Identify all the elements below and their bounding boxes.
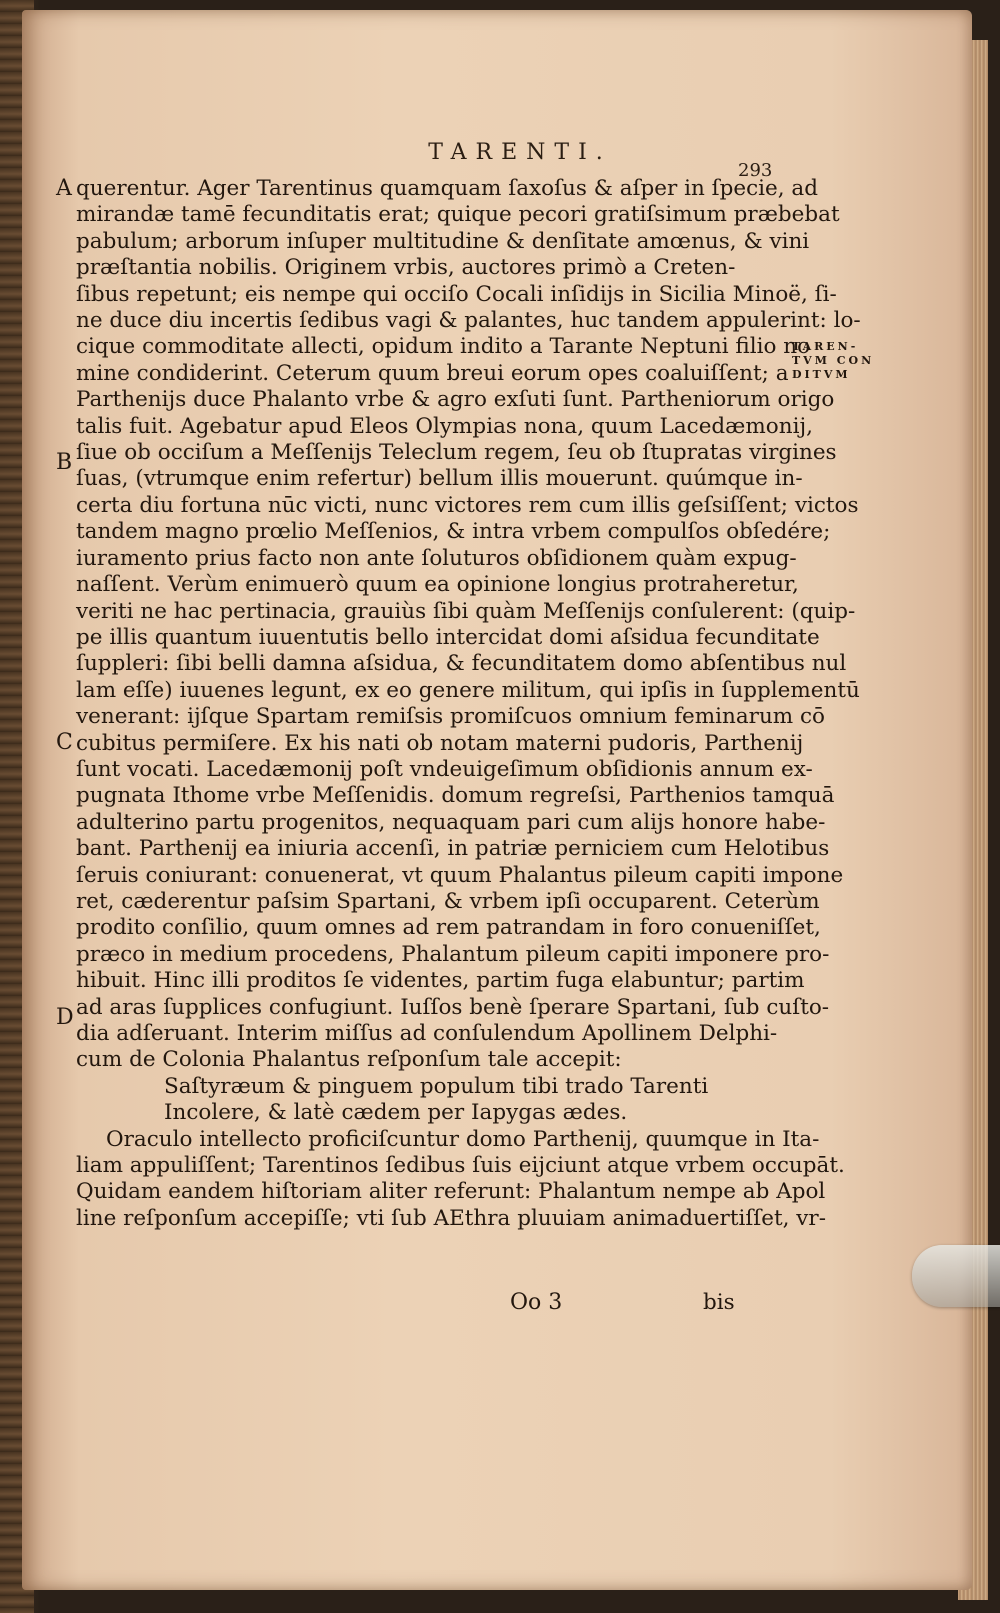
text-line: prodito conſilio, quum omnes ad rem patrandam in foro conueniſſet, bbox=[76, 915, 821, 941]
text-line: dia adſeruant. Interim miſſus ad conſulendum Apollinem Delphi- bbox=[76, 1021, 778, 1046]
section-marker-d: D bbox=[56, 1005, 74, 1030]
text-line: tandem magno prœlio Meſſenios, & intra vrbem compulſos obſedére; bbox=[76, 519, 831, 545]
text-line: præco in medium procedens, Phalantum pileum capiti imponere pro- bbox=[76, 941, 830, 967]
text-line: ſuppleri: ſibi belli damna aſsidua, & fecunditatem domo abſentibus nul bbox=[76, 651, 847, 677]
text-line: ſunt vocati. Lacedæmonij poſt vndeuigeſimum obſidionis annum ex- bbox=[76, 756, 813, 782]
text-line: præſtantia nobilis. Originem vrbis, auctores primò a Creten- bbox=[76, 255, 736, 281]
text-line: line reſponſum accepiſſe; vti ſub AEthra pluuiam animaduertiſſet, vr- bbox=[76, 1205, 826, 1231]
running-head: TARENTI. bbox=[428, 140, 612, 165]
text-line: hibuit. Hinc illi proditos ſe videntes, partim fuga elabuntur; partim bbox=[76, 968, 805, 994]
text-line: ret, cæderentur paſsim Spartani, & vrbem ipſi occuparent. Ceterùm bbox=[76, 888, 820, 914]
text-line: pe illis quantum iuuentutis bello intercidat domi aſsidua fecunditate bbox=[76, 624, 820, 650]
text-line: cique commoditate allecti, opidum indito a Tarante Neptuni filio no bbox=[76, 334, 811, 360]
text-line: ſiue ob occiſum a Meſſenijs Teleclum regem, ſeu ob ſtupratas virgines bbox=[76, 440, 837, 466]
text-line: Parthenijs duce Phalanto vrbe & agro exſuti ſunt. Partheniorum origo bbox=[76, 387, 835, 413]
verse-line: Incolere, & latè cædem per Iapygas ædes. bbox=[164, 1100, 628, 1126]
verse-line: Saſtyræum & pinguem populum tibi trado Tarenti bbox=[164, 1073, 709, 1099]
text-line: pugnata Ithome vrbe Meſſenidis. domum regreſsi, Parthenios tamquā bbox=[76, 783, 835, 809]
marginal-note-line: TAREN- bbox=[792, 340, 859, 353]
text-line: querentur. Ager Tarentinus quamquam ſaxoſus & aſper in ſpecie, ad bbox=[76, 176, 819, 201]
text-line: pabulum; arborum inſuper multitudine & denſitate amœnus, & vini bbox=[76, 228, 810, 254]
marginal-note-line: TVM CON bbox=[792, 354, 875, 367]
section-marker-c: C bbox=[56, 730, 73, 755]
text-line: Oraculo intellecto proficiſcuntur domo Parthenij, quumque in Ita- bbox=[106, 1126, 820, 1152]
text-line: ad aras ſupplices confugiunt. Iuſſos benè ſperare Spartani, ſub cuſto- bbox=[76, 994, 830, 1020]
text-line: liam appuliſſent; Tarentinos ſedibus ſuis eijciunt atque vrbem occupāt. bbox=[76, 1153, 845, 1179]
text-line: veriti ne hac pertinacia, grauiùs ſibi quàm Meſſenijs conſulerent: (quip- bbox=[76, 598, 856, 624]
text-line: naſſent. Verùm enimuerò quum ea opinione longius protraheretur, bbox=[76, 572, 799, 598]
text-line: ſeruis coniurant: conuenerat, vt quum Phalantus pileum capiti impone bbox=[76, 862, 844, 888]
signature-mark: Oo 3 bbox=[510, 1290, 563, 1315]
catchword: bis bbox=[703, 1290, 735, 1315]
page-number: 293 bbox=[738, 160, 773, 181]
section-marker-a: A bbox=[56, 176, 72, 201]
text-line: bant. Parthenij ea iniuria accenſi, in patriæ perniciem cum Helotibus bbox=[76, 836, 830, 862]
text-line: mine condiderint. Ceterum quum breui eorum opes coaluiſſent; a bbox=[76, 360, 789, 386]
text-line: iuramento prius facto non ante ſoluturos obſidionem quàm expug- bbox=[76, 545, 797, 571]
section-marker-b: B bbox=[56, 450, 73, 475]
text-line: ne duce diu incertis ſedibus vagi & palantes, huc tandem appulerint: lo- bbox=[76, 308, 861, 334]
text-line: lam eſſe) iuuenes legunt, ex eo genere militum, qui ipſis in ſupplementū bbox=[76, 677, 860, 703]
marginal-note-line: DITVM bbox=[792, 368, 851, 381]
text-line: cubitus permiſere. Ex his nati ob notam materni pudoris, Parthenij bbox=[76, 730, 804, 756]
text-line: cum de Colonia Phalantus reſponſum tale accepit: bbox=[76, 1047, 622, 1073]
text-line: venerant: ijſque Spartam remiſsis promiſcuos omnium feminarum cō bbox=[76, 704, 826, 730]
text-line: mirandæ tamē fecunditatis erat; quique pecori gratiſsimum præbebat bbox=[76, 202, 840, 228]
text-line: ſibus repetunt; eis nempe qui occiſo Cocali inſidijs in Sicilia Minoë, ſi- bbox=[76, 281, 837, 307]
text-line: Quidam eandem hiſtoriam aliter referunt: Phalantum nempe ab Apol bbox=[76, 1179, 826, 1205]
page-clip bbox=[912, 1245, 1000, 1307]
text-line: talis fuit. Agebatur apud Eleos Olympias nona, quum Lacedæmonij, bbox=[76, 413, 813, 439]
text-line: adulterino partu progenitos, nequaquam pari cum alijs honore habe- bbox=[76, 809, 826, 835]
text-line: ſuas, (vtrumque enim refertur) bellum illis mouerunt. quúmque in- bbox=[76, 466, 803, 492]
text-line: certa diu fortuna nūc victi, nunc victores rem cum illis geſsiſſent; victos bbox=[76, 492, 859, 518]
